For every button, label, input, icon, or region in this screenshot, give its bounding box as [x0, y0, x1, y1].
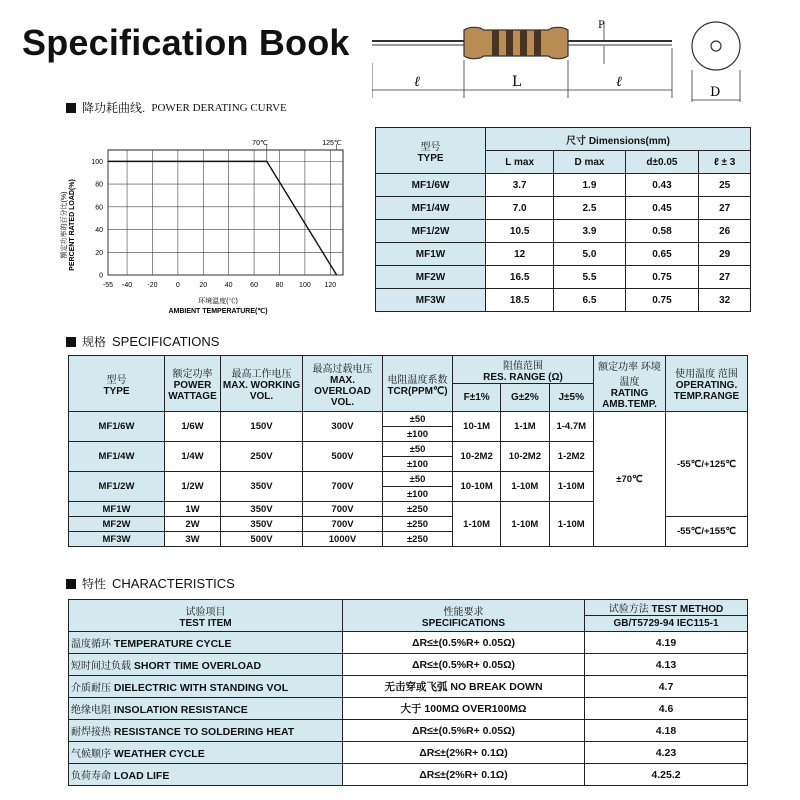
- y-axis-label-en: PERCENT RATED LOAD(%): [69, 179, 76, 271]
- spec-maxv-header: 最高工作电压 MAX. WORKING VOL.: [221, 356, 303, 412]
- char-method-std: GB/T5729-94 IEC115-1: [585, 616, 748, 632]
- dim-col-header: ℓ ± 3: [699, 151, 751, 174]
- bullet-square-icon: [66, 337, 76, 347]
- derating-slope-line: [267, 161, 337, 275]
- lead-length-label-left: ℓ: [414, 74, 420, 90]
- x-axis-label-cn: 环境温度(℃): [198, 298, 238, 305]
- table-row: MF1/4W 7.0 2.5 0.45 27: [376, 197, 751, 220]
- table-row: 负荷寿命 LOAD LIFE ΔR≤±(2%R+ 0.1Ω) 4.25.2: [69, 764, 748, 786]
- x-tick-label: 80: [275, 282, 284, 289]
- diameter-label: D: [710, 85, 721, 100]
- table-row: MF1/2W 10.5 3.9 0.58 26: [376, 220, 751, 243]
- spec-rating-header: 额定功率 环境温度 RATING AMB.TEMP.: [594, 356, 666, 412]
- dim-col-header: D max: [554, 151, 625, 174]
- lead-length-label-right: ℓ: [616, 74, 622, 90]
- table-row: 短时间过负载 SHORT TIME OVERLOAD ΔR≤±(0.5%R+ 0.05Ω) 4.13: [69, 654, 748, 676]
- table-row: ±100: [69, 427, 748, 442]
- characteristics-heading: 特性 CHARACTERISTICS: [66, 575, 235, 592]
- spec-f-header: F±1%: [453, 384, 501, 412]
- dim-type-header: 型号 TYPE: [376, 128, 486, 174]
- y-tick-label: 60: [95, 204, 103, 212]
- x-tick-label: 20: [199, 282, 208, 289]
- marker-125-label: 125℃: [322, 140, 342, 147]
- spec-optemp-header: 使用温度 范围 OPERATING. TEMP.RANGE: [666, 356, 748, 412]
- page-title: Specification Book: [22, 22, 350, 63]
- bullet-square-icon: [66, 103, 76, 113]
- x-axis-label-en: AMBIENT TEMPERATURE(℃): [168, 308, 268, 315]
- group-g-range: 1-10M: [501, 502, 549, 547]
- bullet-square-icon: [66, 579, 76, 589]
- table-row: MF2W 16.5 5.5 0.75 27: [376, 266, 751, 289]
- specifications-heading: 规格 SPECIFICATIONS: [66, 333, 219, 350]
- table-row: 温度循环 TEMPERATURE CYCLE ΔR≤±(0.5%R+ 0.05Ω) 4.19: [69, 632, 748, 654]
- table-row: 介质耐压 DIELECTRIC WITH STANDING VOL 无击穿或飞弧 NO BREAK DOWN 4.7: [69, 676, 748, 698]
- spec-type-header: 型号 TYPE: [69, 356, 165, 412]
- table-row: MF3W 18.5 6.5 0.75 32: [376, 289, 751, 312]
- table-row: MF1/2W 1/2W 350V 700V ±50 10-10M 1-10M 1-10M: [69, 472, 748, 487]
- dim-col-header: d±0.05: [625, 151, 699, 174]
- table-row: 气候顺序 WEATHER CYCLE ΔR≤±(2%R+ 0.1Ω) 4.23: [69, 742, 748, 764]
- table-row: ±100: [69, 457, 748, 472]
- table-row: 绝缘电阻 INSOLATION RESISTANCE 大于 100MΩ OVER100MΩ 4.6: [69, 698, 748, 720]
- spec-j-header: J±5%: [549, 384, 593, 412]
- y-tick-label: 40: [95, 227, 103, 235]
- x-tick-label: -20: [147, 282, 158, 289]
- y-tick-label: 80: [95, 181, 103, 189]
- y-tick-label: 0: [99, 272, 103, 280]
- group-f-range: 1-10M: [453, 502, 501, 547]
- rating-temp-cell: ±70℃: [594, 412, 666, 547]
- marker-70-label: 70℃: [252, 140, 268, 147]
- char-item-header: 试验项目 TEST ITEM: [69, 600, 343, 632]
- x-tick-label: 100: [299, 282, 311, 289]
- char-spec-header: 性能要求 SPECIFICATIONS: [343, 600, 585, 632]
- op-range-cell-1: -55℃/+125℃: [666, 412, 748, 517]
- derating-heading: 降功耗曲线. POWER DERATING CURVE: [66, 99, 287, 116]
- pitch-label: P: [598, 20, 605, 31]
- derating-chart: [58, 130, 358, 320]
- table-row: MF1W 12 5.0 0.65 29: [376, 243, 751, 266]
- dim-dimensions-header: 尺寸 Dimensions(mm): [486, 128, 751, 151]
- dimensions-table: [375, 127, 751, 312]
- x-tick-label: 60: [250, 282, 258, 289]
- spec-g-header: G±2%: [501, 384, 549, 412]
- x-tick-label: -40: [121, 282, 133, 289]
- table-row: ±100: [69, 487, 748, 502]
- op-range-cell-2: -55℃/+155℃: [666, 517, 748, 547]
- resistor-dimension-drawing: [372, 8, 752, 106]
- characteristics-table: [68, 599, 748, 786]
- y-tick-label: 100: [91, 158, 103, 166]
- table-row: MF1/4W 1/4W 250V 500V ±50 10-2M2 10-2M2 1-2M2: [69, 442, 748, 457]
- x-tick-label: -55: [102, 282, 114, 289]
- table-row: MF1/6W 1/6W 150V 300V ±50 10-1M 1-1M 1-4.7M ±70℃ -55℃/+125℃: [69, 412, 748, 427]
- specifications-table: 型号 TYPE 额定功率 POWER WATTAGE 最高工作电压 MAX. WORKING VOL. 最高过载电压 MAX. OVERLOAD VOL. 电阻温度系数 TCR(PPM℃) 阻值范围 RES. RANGE (Ω) 额定功率 环境温度 RATING AMB.TEMP. 使用温度 范围 OPERATING. TEMP.RANGE F±1% G±2% J±5% MF1/6W 1/6W 150V 300V ±50 10-1M 1-1M 1-4.7M ±70℃ -55℃/+125℃ ±100 MF1/4W 1/4W 250V 500V ±50 10-2M2 10-2M2 1-2M2 ±100 MF1/2W 1/2W 350V 700V ±50 10-10M 1-10M 1-10M ±100 MF1W 1W 350V 700V ±250 1-10M 1-10M 1-10M MF2W 2W 350V 700V ±250 -55℃/+155℃ MF3W 3W 500V 1000V ±250: [68, 355, 748, 547]
- x-tick-label: 0: [175, 282, 180, 289]
- spec-tcr-header: 电阻温度系数 TCR(PPM℃): [383, 356, 453, 412]
- char-method-header: 试验方法 TEST METHOD: [585, 600, 748, 616]
- group-j-range: 1-10M: [549, 502, 593, 547]
- table-row: MF1/6W 3.7 1.9 0.43 25: [376, 174, 751, 197]
- x-tick-label: 40: [224, 282, 233, 289]
- body-length-label: L: [512, 74, 522, 90]
- spec-power-header: 额定功率 POWER WATTAGE: [165, 356, 221, 412]
- x-tick-label: 120: [324, 282, 337, 289]
- y-tick-label: 20: [95, 249, 103, 257]
- plot-frame: [108, 150, 343, 275]
- y-axis-label-cn: 额定功率的百分比(%): [61, 191, 68, 259]
- spec-overload-header: 最高过载电压 MAX. OVERLOAD VOL.: [303, 356, 383, 412]
- dim-col-header: L max: [486, 151, 554, 174]
- table-row: 耐焊接热 RESISTANCE TO SOLDERING HEAT ΔR≤±(0.5%R+ 0.05Ω) 4.18: [69, 720, 748, 742]
- spec-res-header: 阻值范围 RES. RANGE (Ω): [453, 356, 594, 384]
